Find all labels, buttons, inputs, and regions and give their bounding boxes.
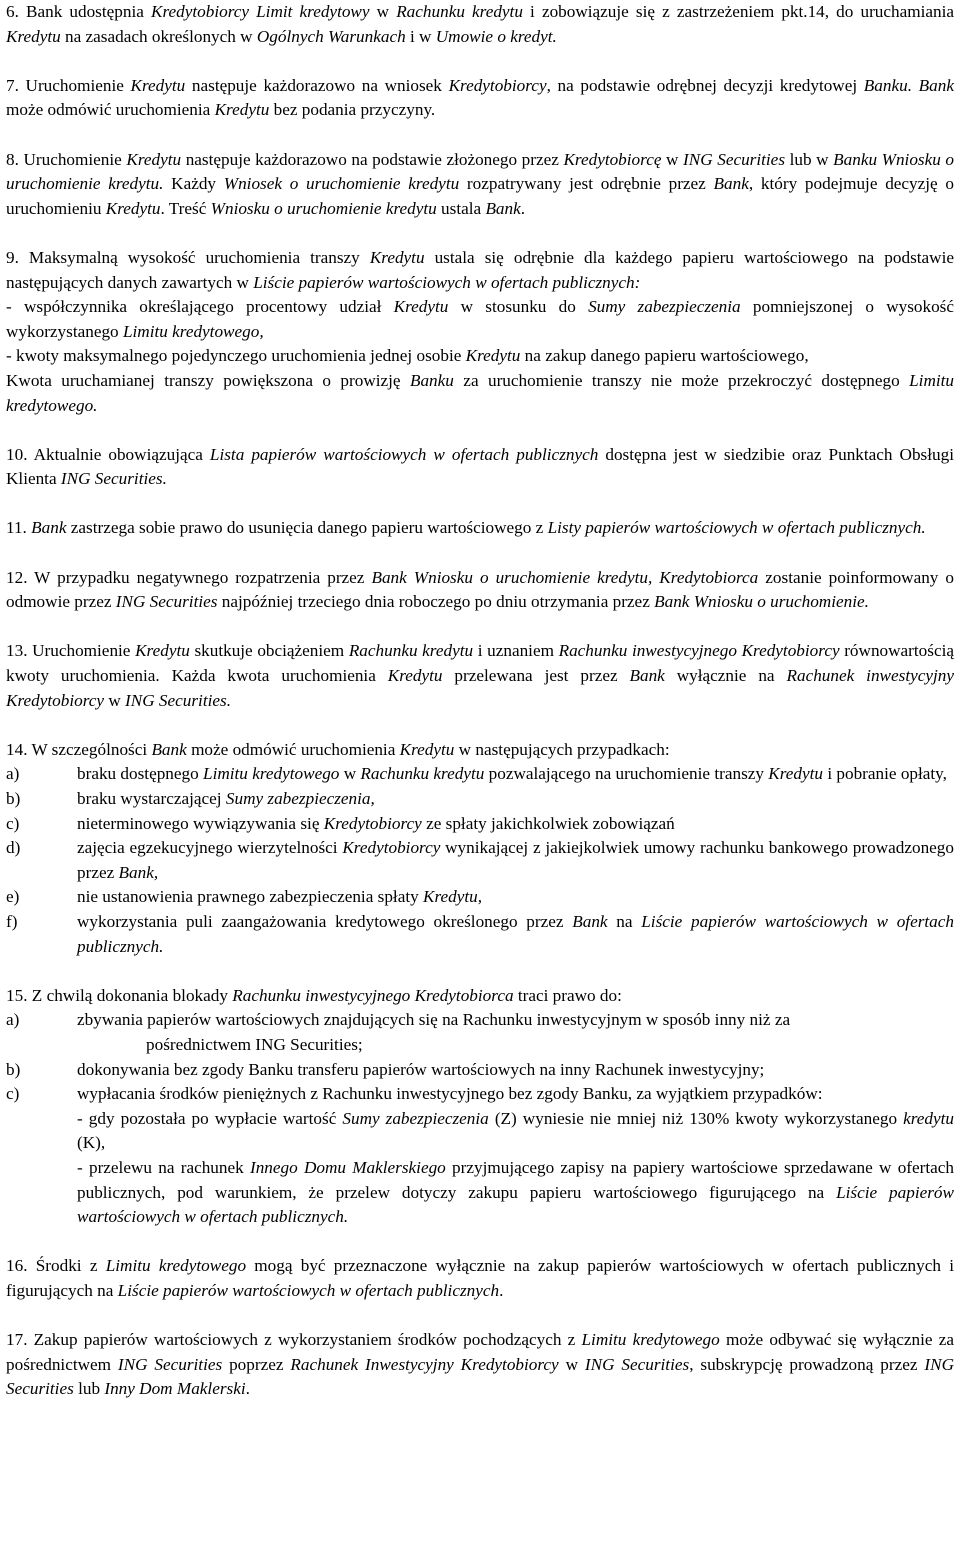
paragraph-9-summary: Kwota uruchamianej transzy powiększona o prowizję Banku za uruchomienie transzy nie może przekroczyć dostępnego Limitu kredytowego.: [6, 370, 954, 415]
list-item: [6, 812, 954, 837]
list-item-label: e): [6, 887, 20, 907]
list-item-text: braku dostępnego Limitu kredytowego w Rachunku kredytu pozwalającego na uruchomienie transzy Kredytu i pobranie opłaty,: [77, 764, 947, 784]
document-page: [6, 0, 954, 1402]
list-item-continuation: pośrednictwem ING Securities;: [146, 1034, 363, 1054]
list-item: [6, 885, 954, 910]
paragraph-11: 11. Bank zastrzega sobie prawo do usunięcia danego papieru wartościowego z Listy papierów wartościowych w ofertach publicznych.: [6, 518, 926, 538]
paragraph-7: 7. Uruchomienie Kredytu następuje każdorazowo na wniosek Kredytobiorcy, na podstawie odrębnej decyzji kredytowej Banku. Bank może odmówić uruchomienia Kredytu bez podania przyczyny.: [6, 75, 954, 120]
paragraph-13: 13. Uruchomienie Kredytu skutkuje obciążeniem Rachunku kredytu i uznaniem Rachunku inwestycyjnego Kredytobiorcy równowartością kwoty uruchomienia. Każda kwota uruchomienia Kredytu przelewana jest przez Bank wyłącznie na Rachunek inwestycyjny Kredytobiorcy w ING Securities.: [6, 641, 954, 710]
paragraph-9: 9. Maksymalną wysokość uruchomienia transzy Kredytu ustala się odrębnie dla każdego papieru wartościowego na podstawie następujących danych zawartych w Liście papierów wartościowych w ofertach publicznych:: [6, 247, 954, 292]
list-item-label: c): [6, 1084, 20, 1104]
paragraph-10: 10. Aktualnie obowiązująca Lista papierów wartościowych w ofertach publicznych dostępna jest w siedzibie oraz Punktach Obsługi Klienta ING Securities.: [6, 444, 954, 489]
list-sub-item: - przelewu na rachunek Innego Domu Maklerskiego przyjmującego zapisy na papiery wartościowe sprzedawane w ofertach publicznych, pod warunkiem, że przelew dotyczy zakupu papieru wartościowego figurującego na Liście papierów wartościowych w ofertach publicznych.: [77, 1157, 954, 1227]
list-item-label: b): [6, 789, 21, 808]
list-item: [6, 1058, 954, 1083]
paragraph-8: 8. Uruchomienie Kredytu następuje każdorazowo na podstawie złożonego przez Kredytobiorcę w ING Securities lub w Banku Wniosku o uruchomienie kredytu. Każdy Wniosek o uruchomienie kredytu rozpatrywany jest odrębnie przez Bank, który podejmuje decyzję o uruchomieniu Kredytu. Treść Wniosku o uruchomienie kredytu ustala Bank.: [6, 149, 954, 218]
list-item-label: c): [6, 813, 20, 833]
list-item-label: a): [6, 1010, 20, 1030]
paragraph-16: 16. Środki z Limitu kredytowego mogą być przeznaczone wyłącznie na zakup papierów wartościowych w ofertach publicznych i figurujących na Liście papierów wartościowych w ofertach publicznych.: [6, 1256, 954, 1300]
list-item: [6, 1008, 954, 1033]
list-item: [6, 836, 954, 885]
list-item-label: a): [6, 764, 20, 784]
list-item-text: zajęcia egzekucyjnego wierzytelności Kredytobiorcy wynikającej z jakiejkolwiek umowy rachunku bankowego prowadzonego przez Bank,: [77, 838, 954, 882]
list-item-text: nie ustanowienia prawnego zabezpieczenia spłaty Kredytu,: [77, 887, 483, 907]
list-item-label: b): [6, 1059, 21, 1079]
paragraph-9-item-1: - współczynnika określającego procentowy udział Kredytu w stosunku do Sumy zabezpieczenia pomniejszonej o wysokość wykorzystanego Limitu kredytowego,: [6, 297, 954, 341]
list-item-intro: wypłacania środków pieniężnych z Rachunku inwestycyjnego bez zgody Banku, za wyjątkiem przypadków:: [77, 1084, 823, 1104]
list-item: [6, 910, 954, 959]
paragraph-9-item-2: - kwoty maksymalnego pojedynczego uruchomienia jednej osobie Kredytu na zakup danego papieru wartościowego,: [6, 346, 809, 366]
list-item: [6, 1082, 954, 1230]
list-item-text: nieterminowego wywiązywania się Kredytobiorcy ze spłaty jakichkolwiek zobowiązań: [77, 813, 675, 833]
list-item-text: zbywania papierów wartościowych znajdujących się na Rachunku inwestycyjnym w sposób inny niż za: [77, 1010, 791, 1030]
paragraph-14-list: [6, 762, 954, 959]
list-item-label: d): [6, 838, 21, 858]
list-item-text: [77, 1082, 954, 1230]
list-item: [6, 762, 954, 787]
list-item-text: wykorzystania puli zaangażowania kredytowego określonego przez Bank na Liście papierów wartościowych w ofertach publicznych.: [77, 911, 954, 956]
paragraph-15: 15. Z chwilą dokonania blokady Rachunku inwestycyjnego Kredytobiorca traci prawo do:: [6, 985, 622, 1005]
paragraph-17: 17. Zakup papierów wartościowych z wykorzystaniem środków pochodzących z Limitu kredytowego może odbywać się wyłącznie za pośrednictwem ING Securities poprzez Rachunek Inwestycyjny Kredytobiorcy w ING Securities, subskrypcję prowadzoną przez ING Securities lub Inny Dom Maklerski.: [6, 1330, 954, 1399]
list-item: [6, 787, 954, 812]
paragraph-6: 6. Bank udostępnia Kredytobiorcy Limit kredytowy w Rachunku kredytu i zobowiązuje się z zastrzeżeniem pkt.14, do uruchamiania Kredytu na zasadach określonych w Ogólnych Warunkach i w Umowie o kredyt.: [6, 2, 955, 46]
list-item-text: dokonywania bez zgody Banku transferu papierów wartościowych na inny Rachunek inwestycyjny;: [77, 1059, 765, 1079]
list-sub-item: - gdy pozostała po wypłacie wartość Sumy zabezpieczenia (Z) wyniesie nie mniej niż 130% kwoty wykorzystanego kredytu (K),: [77, 1108, 954, 1153]
paragraph-14: 14. W szczególności Bank może odmówić uruchomienia Kredytu w następujących przypadkach:: [6, 739, 670, 759]
paragraph-12: 12. W przypadku negatywnego rozpatrzenia przez Bank Wniosku o uruchomienie kredytu, Kredytobiorca zostanie poinformowany o odmowie przez ING Securities najpóźniej trzeciego dnia roboczego po dniu otrzymania przez Bank Wniosku o uruchomienie.: [6, 567, 955, 612]
list-item-text: braku wystarczającej Sumy zabezpieczenia,: [77, 789, 375, 808]
list-item-label: f): [6, 911, 18, 931]
paragraph-15-list: [6, 1008, 954, 1229]
